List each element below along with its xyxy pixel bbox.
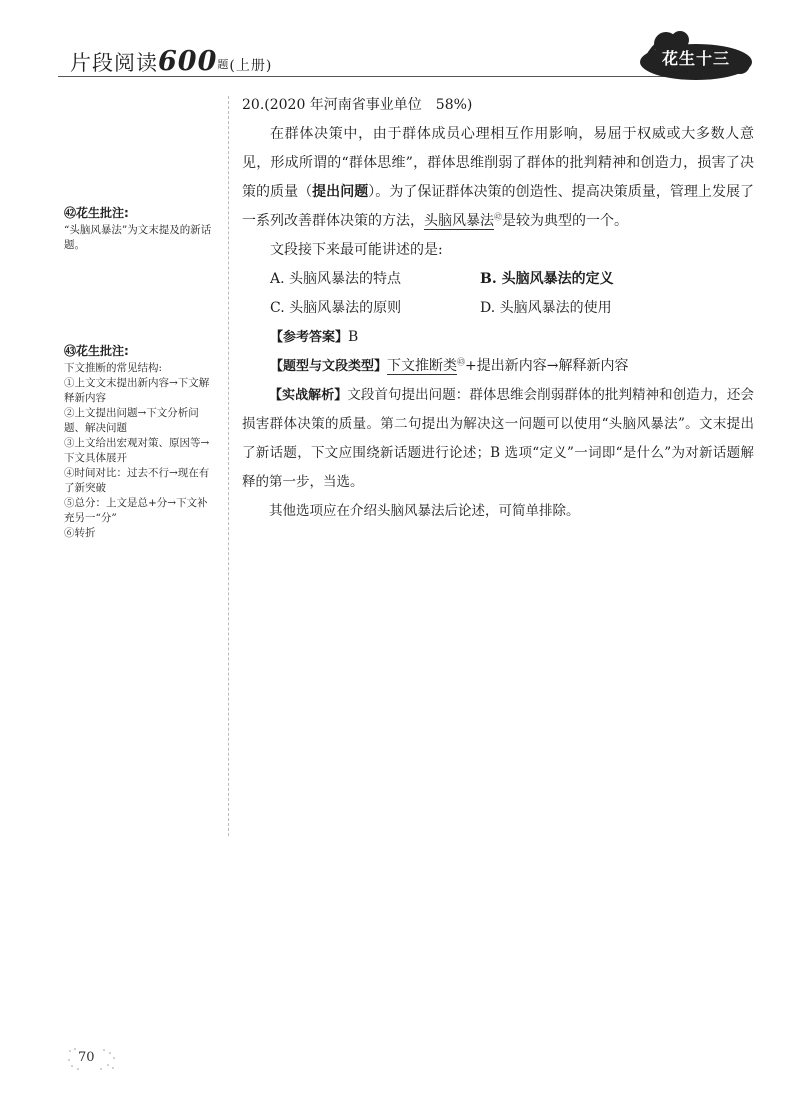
- header-rule: [58, 76, 720, 77]
- option-c: [270, 294, 480, 323]
- type-underlined: 下文推断类: [387, 358, 458, 374]
- option-label: D.: [480, 300, 496, 316]
- option-label: B.: [480, 271, 497, 287]
- answer-label: 【参考答案】: [270, 330, 349, 345]
- margin-divider: [228, 96, 229, 836]
- side-note-line: ①上文文末提出新内容→下文解释新内容: [64, 377, 210, 404]
- analysis-text: 文段首句提出问题：群体思维会削弱群体的批判精神和创造力，还会损害群体决策的质量。第二句提出为解决这一问题可以使用“头脑风暴法”。文末提出了新话题，下文应围绕新话题进行论述；B 选项“定义”一词即“是什么”为对新话题解释的第一步，当选。: [242, 387, 754, 490]
- question-heading: 20.(2020 年河南省事业单位 58%): [242, 97, 473, 113]
- book-title-number: 600: [158, 46, 218, 77]
- side-note-line: ④时间对比：过去不行→现在有了新突破: [64, 467, 210, 494]
- book-title-suffix: 题: [217, 58, 230, 71]
- brand-logo-text: 花生十三: [661, 49, 730, 68]
- question-passage: [242, 120, 754, 236]
- footnote-marker: ㊸: [457, 357, 466, 367]
- analysis-other: 其他选项应在介绍头脑风暴法后论述，可简单排除。: [269, 503, 580, 519]
- side-note-43: [64, 344, 214, 541]
- side-note-title: ㊸花生批注:: [64, 344, 129, 358]
- passage-text: ）。为了保证群体决策的创造性、提高决策质量，管理上发展了一系列改善群体决策的方法，: [242, 184, 755, 229]
- side-note-line: ⑥转折: [64, 527, 96, 539]
- option-text: 头脑风暴法的定义: [501, 271, 614, 287]
- type-label: 【题型与文段类型】: [270, 359, 388, 374]
- brand-logo: [636, 26, 756, 92]
- option-label: A.: [270, 271, 285, 287]
- option-text: 头脑风暴法的使用: [499, 300, 612, 316]
- option-text: 头脑风暴法的原则: [289, 300, 402, 316]
- analysis: [242, 381, 754, 497]
- side-note-title: ㊷花生批注:: [64, 206, 129, 220]
- analysis-label: 【实战解析】: [269, 388, 348, 403]
- book-title: [70, 46, 272, 77]
- option-a: [270, 265, 480, 294]
- side-note-line: 下文推断的常见结构:: [64, 362, 163, 374]
- reference-answer: [242, 323, 754, 352]
- page-number-text: 70: [78, 1050, 95, 1065]
- side-note-line: ③上文给出宏观对策、原因等→下文具体展开: [64, 437, 210, 464]
- passage-text: 在群体决策中，由于群体成员心理相互作用影响，易屈于权威或大多数人意见，形成所谓的“群体思维”，群体思维削弱了群体的批判精神和创造力，损害了决策的质量（: [242, 126, 754, 200]
- passage-topic-tag: 提出问题: [312, 184, 369, 200]
- option-d: [480, 294, 760, 323]
- option-text: 头脑风暴法的特点: [289, 271, 402, 287]
- page-number: [66, 1046, 118, 1072]
- book-volume: (上册): [229, 58, 273, 74]
- footnote-marker: ㊷: [494, 212, 502, 222]
- page-header: [0, 0, 800, 96]
- answer-options: [270, 265, 754, 323]
- main-content: [242, 91, 754, 526]
- question-stem: 文段接下来最可能讲述的是:: [270, 242, 443, 258]
- side-note-line: ②上文提出问题→下文分析问题、解决问题: [64, 407, 199, 434]
- passage-underlined-term: 头脑风暴法: [424, 213, 494, 229]
- passage-text: 是较为典型的一个。: [502, 213, 628, 229]
- book-title-prefix: 片段阅读: [70, 51, 158, 75]
- side-note-line: “头脑风暴法”为文末提及的新话题。: [64, 224, 212, 251]
- option-b: [480, 265, 760, 294]
- option-label: C.: [270, 300, 285, 316]
- answer-value: B: [348, 329, 359, 345]
- side-note-line: ⑤总分：上文是总+分→下文补充另一“分”: [64, 497, 208, 524]
- side-note-42: [64, 206, 214, 253]
- type-rest: +提出新内容→解释新内容: [465, 358, 629, 374]
- question-type: [242, 352, 754, 381]
